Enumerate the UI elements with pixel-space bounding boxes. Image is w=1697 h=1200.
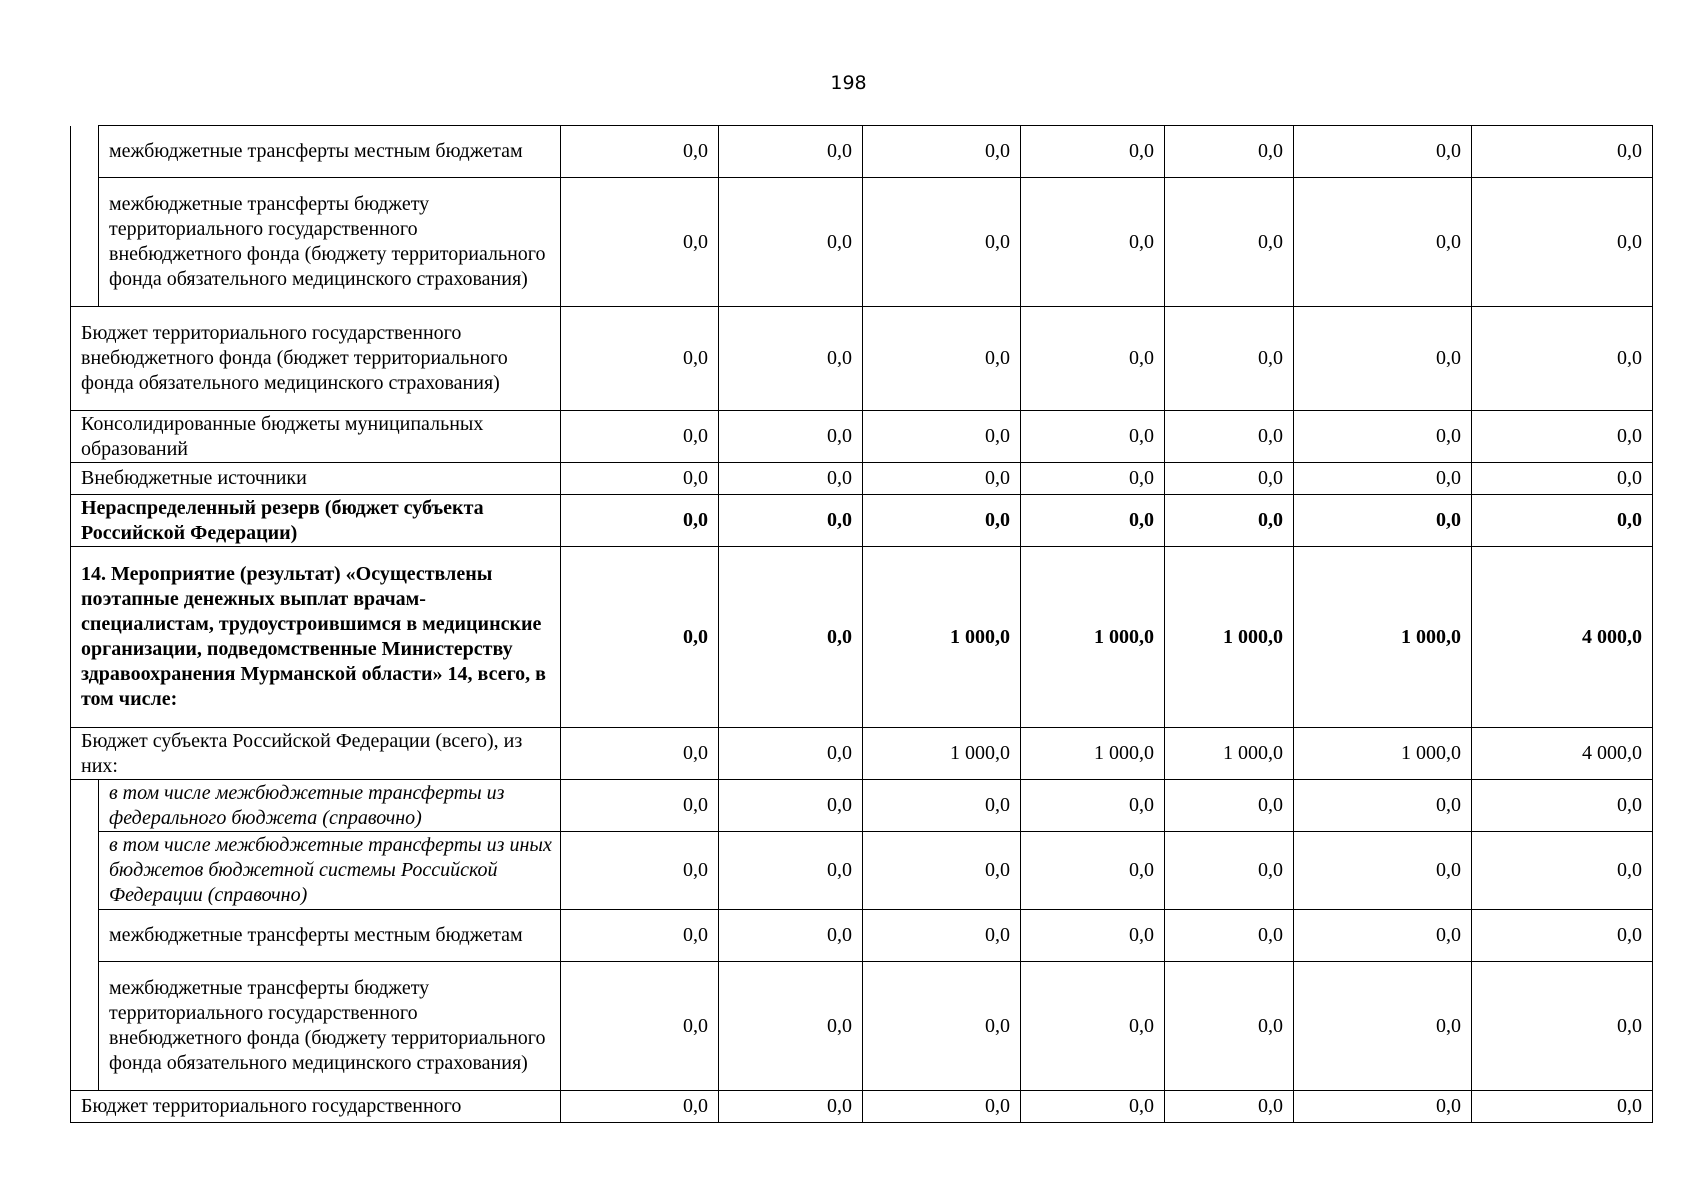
table-row xyxy=(71,547,1653,728)
value-cell: 0,0 xyxy=(863,307,1021,411)
value-cell: 0,0 xyxy=(561,178,719,307)
value-cell: 0,0 xyxy=(1165,178,1294,307)
value-cell: 0,0 xyxy=(1294,411,1472,463)
value-cell: 1 000,0 xyxy=(1021,547,1165,728)
value-cell: 0,0 xyxy=(561,126,719,178)
value-cell: 0,0 xyxy=(1021,495,1165,547)
value-cell: 0,0 xyxy=(1472,126,1653,178)
value-cell: 0,0 xyxy=(1165,1091,1294,1123)
value-cell: 0,0 xyxy=(1472,495,1653,547)
value-cell: 0,0 xyxy=(1472,411,1653,463)
value-cell: 0,0 xyxy=(1021,1091,1165,1123)
value-cell: 0,0 xyxy=(1021,962,1165,1091)
value-cell: 0,0 xyxy=(1165,411,1294,463)
value-cell: 0,0 xyxy=(1165,495,1294,547)
value-cell: 0,0 xyxy=(719,728,863,780)
value-cell: 0,0 xyxy=(863,832,1021,910)
table-row xyxy=(71,178,1653,307)
value-cell: 0,0 xyxy=(1472,307,1653,411)
value-cell: 0,0 xyxy=(561,307,719,411)
value-cell: 0,0 xyxy=(1021,832,1165,910)
row-label: Внебюджетные источники xyxy=(71,463,561,495)
indent-cell xyxy=(71,780,99,832)
table-row xyxy=(71,1091,1653,1123)
row-label: Нераспределенный резерв (бюджет субъекта Российской Федерации) xyxy=(71,495,561,547)
value-cell: 1 000,0 xyxy=(1165,728,1294,780)
value-cell: 0,0 xyxy=(1021,780,1165,832)
value-cell: 1 000,0 xyxy=(1021,728,1165,780)
value-cell: 0,0 xyxy=(561,728,719,780)
row-label: Бюджет субъекта Российской Федерации (всего), из них: xyxy=(71,728,561,780)
value-cell: 1 000,0 xyxy=(863,547,1021,728)
value-cell: 0,0 xyxy=(561,832,719,910)
value-cell: 0,0 xyxy=(863,1091,1021,1123)
value-cell: 0,0 xyxy=(1472,178,1653,307)
table-row xyxy=(71,910,1653,962)
value-cell: 0,0 xyxy=(1165,463,1294,495)
table-row xyxy=(71,728,1653,780)
value-cell: 0,0 xyxy=(719,411,863,463)
value-cell: 0,0 xyxy=(719,1091,863,1123)
value-cell: 0,0 xyxy=(863,126,1021,178)
value-cell: 0,0 xyxy=(1294,910,1472,962)
value-cell: 0,0 xyxy=(719,910,863,962)
value-cell: 1 000,0 xyxy=(863,728,1021,780)
value-cell: 0,0 xyxy=(1021,411,1165,463)
value-cell: 0,0 xyxy=(863,463,1021,495)
page-number: 198 xyxy=(830,72,867,94)
row-label: межбюджетные трансферты местным бюджетам xyxy=(99,126,561,178)
value-cell: 4 000,0 xyxy=(1472,547,1653,728)
value-cell: 0,0 xyxy=(1165,962,1294,1091)
row-label: межбюджетные трансферты бюджету территориального государственного внебюджетного фонда (бюджету территориального фонда обязательного медицинского страхования) xyxy=(99,962,561,1091)
value-cell: 0,0 xyxy=(561,495,719,547)
table-row xyxy=(71,495,1653,547)
budget-table-body xyxy=(71,126,1653,1123)
table-row xyxy=(71,307,1653,411)
value-cell: 0,0 xyxy=(1021,178,1165,307)
value-cell: 0,0 xyxy=(719,307,863,411)
indent-cell xyxy=(71,962,99,1091)
value-cell: 0,0 xyxy=(863,962,1021,1091)
value-cell: 0,0 xyxy=(561,962,719,1091)
value-cell: 0,0 xyxy=(1294,495,1472,547)
table-row xyxy=(71,832,1653,910)
value-cell: 0,0 xyxy=(1294,463,1472,495)
indent-cell xyxy=(71,178,99,307)
value-cell: 1 000,0 xyxy=(1294,547,1472,728)
value-cell: 0,0 xyxy=(1472,780,1653,832)
row-label: в том числе межбюджетные трансферты из федерального бюджета (справочно) xyxy=(99,780,561,832)
value-cell: 0,0 xyxy=(719,495,863,547)
indent-cell xyxy=(71,126,99,178)
row-label: межбюджетные трансферты местным бюджетам xyxy=(99,910,561,962)
value-cell: 0,0 xyxy=(1294,126,1472,178)
row-label: в том числе межбюджетные трансферты из иных бюджетов бюджетной системы Российской Федерации (справочно) xyxy=(99,832,561,910)
value-cell: 0,0 xyxy=(863,495,1021,547)
value-cell: 0,0 xyxy=(719,178,863,307)
value-cell: 0,0 xyxy=(1294,962,1472,1091)
table-row xyxy=(71,463,1653,495)
value-cell: 0,0 xyxy=(1021,910,1165,962)
value-cell: 0,0 xyxy=(863,178,1021,307)
value-cell: 0,0 xyxy=(1165,126,1294,178)
table-row xyxy=(71,962,1653,1091)
value-cell: 0,0 xyxy=(1472,910,1653,962)
value-cell: 1 000,0 xyxy=(1294,728,1472,780)
value-cell: 0,0 xyxy=(1021,126,1165,178)
value-cell: 0,0 xyxy=(561,411,719,463)
row-label: 14. Мероприятие (результат) «Осуществлены поэтапные денежных выплат врачам-специалистам, трудоустроившимся в медицинские организации, подведомственные Министерству здравоохранения Мурманской области» 14, всего, в том числе: xyxy=(71,547,561,728)
value-cell: 0,0 xyxy=(1294,178,1472,307)
value-cell: 0,0 xyxy=(719,547,863,728)
value-cell: 1 000,0 xyxy=(1165,547,1294,728)
budget-table xyxy=(70,125,1653,1123)
value-cell: 0,0 xyxy=(1165,910,1294,962)
value-cell: 0,0 xyxy=(1165,780,1294,832)
value-cell: 0,0 xyxy=(1472,832,1653,910)
value-cell: 0,0 xyxy=(719,780,863,832)
value-cell: 0,0 xyxy=(719,126,863,178)
value-cell: 0,0 xyxy=(561,463,719,495)
table-row xyxy=(71,780,1653,832)
row-label: Бюджет территориального государственного внебюджетного фонда (бюджет территориального фонда обязательного медицинского страхования) xyxy=(71,307,561,411)
value-cell: 0,0 xyxy=(1472,1091,1653,1123)
value-cell: 0,0 xyxy=(719,463,863,495)
row-label: межбюджетные трансферты бюджету территориального государственного внебюджетного фонда (бюджету территориального фонда обязательного медицинского страхования) xyxy=(99,178,561,307)
value-cell: 0,0 xyxy=(863,411,1021,463)
table-row xyxy=(71,126,1653,178)
value-cell: 0,0 xyxy=(561,1091,719,1123)
value-cell: 0,0 xyxy=(719,962,863,1091)
table-row xyxy=(71,411,1653,463)
value-cell: 0,0 xyxy=(561,547,719,728)
value-cell: 0,0 xyxy=(1294,832,1472,910)
value-cell: 0,0 xyxy=(561,780,719,832)
row-label: Бюджет территориального государственного xyxy=(71,1091,561,1123)
indent-cell xyxy=(71,832,99,910)
row-label: Консолидированные бюджеты муниципальных образований xyxy=(71,411,561,463)
value-cell: 0,0 xyxy=(1472,463,1653,495)
value-cell: 0,0 xyxy=(863,780,1021,832)
value-cell: 0,0 xyxy=(1165,832,1294,910)
value-cell: 0,0 xyxy=(719,832,863,910)
value-cell: 0,0 xyxy=(1294,780,1472,832)
indent-cell xyxy=(71,910,99,962)
value-cell: 0,0 xyxy=(1165,307,1294,411)
value-cell: 0,0 xyxy=(1021,463,1165,495)
value-cell: 4 000,0 xyxy=(1472,728,1653,780)
value-cell: 0,0 xyxy=(561,910,719,962)
value-cell: 0,0 xyxy=(863,910,1021,962)
value-cell: 0,0 xyxy=(1294,1091,1472,1123)
value-cell: 0,0 xyxy=(1294,307,1472,411)
value-cell: 0,0 xyxy=(1472,962,1653,1091)
value-cell: 0,0 xyxy=(1021,307,1165,411)
